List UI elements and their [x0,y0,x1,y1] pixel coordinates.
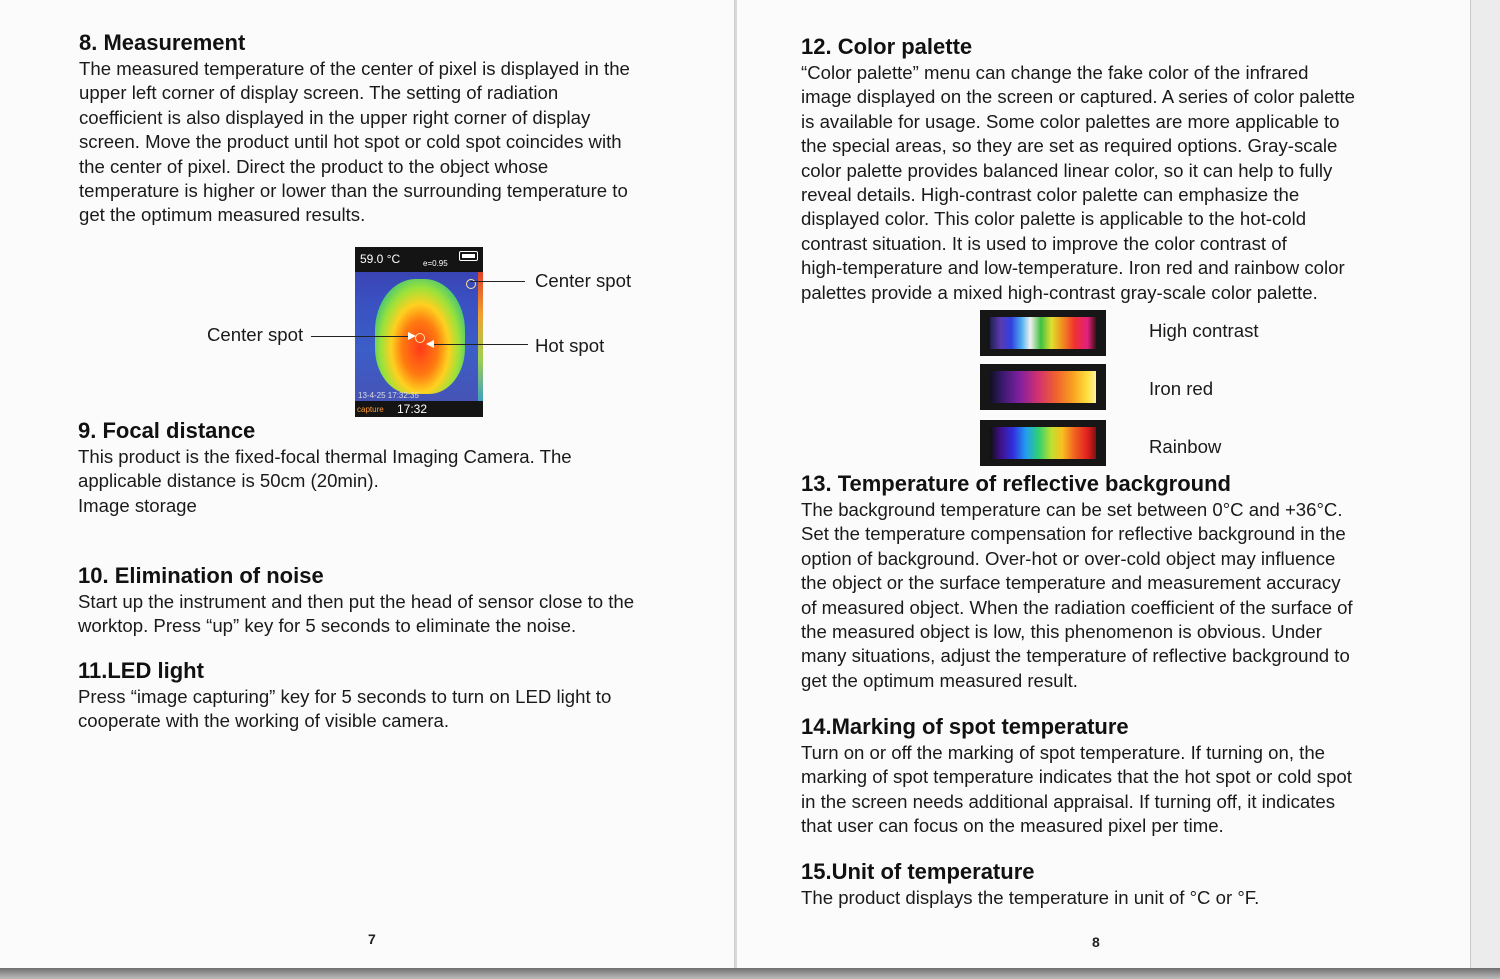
body-line: worktop. Press “up” key for 5 seconds to eliminate the noise. [78,615,577,637]
section-reflective-background [801,470,1353,693]
palette-high-contrast-swatch [980,310,1106,356]
battery-icon [459,251,478,261]
body-line: that user can focus on the measured pixel per time. [801,815,1224,837]
body-line: image displayed on the screen or captured. A series of color palette [801,86,1356,108]
section-title: 12. Color palette [801,34,973,59]
body-line: palettes provide a mixed high-contrast gray-scale color palette. [801,281,1318,303]
palette-iron-red-swatch [980,364,1106,410]
section-title: 14.Marking of spot temperature [801,714,1129,739]
body-line: high-temperature and low-temperature. Iron red and rainbow color [801,257,1345,279]
body-line: option of background. Over-hot or over-cold object may influence [801,547,1336,569]
palette-label: Iron red [1149,378,1214,399]
body-line: contrast situation. It is used to improve the color contrast of [801,232,1287,254]
body-line: Turn on or off the marking of spot temperature. If turning on, the [801,742,1326,763]
section-title: 15.Unit of temperature [801,859,1035,884]
screen-status-bar [355,247,483,272]
section-title: 10. Elimination of noise [78,563,324,588]
body-line: marking of spot temperature indicates that the hot spot or cold spot [801,766,1352,788]
clock-readout: 17:32 [397,402,428,416]
body-line: The measured temperature of the center of pixel is displayed in the [79,58,630,79]
body-line: applicable distance is 50cm (20min). [78,470,379,492]
body-line: the object or the surface temperature and measurement accuracy [801,572,1341,594]
body-line: of measured object. When the radiation coefficient of the surface of [801,596,1353,618]
capture-datetime: 13-4-25 17:32:35 [358,391,419,400]
body-line: the center of pixel. Direct the product to the object whose [79,155,549,177]
body-line: This product is the fixed-focal thermal Imaging Camera. The [78,446,572,467]
section-unit-of-temperature [801,858,1259,910]
page-number: 7 [368,931,376,947]
body-line: the special areas, so they are set as required options. Gray-scale [801,135,1338,157]
body-line: The background temperature can be set between 0°C and +36°C. [801,499,1343,520]
leader-line [470,281,525,282]
body-line: in the screen needs additional appraisal. If turning off, it indicates [801,790,1336,812]
thermal-image-screen [355,247,483,417]
capture-label: capture [357,405,384,414]
body-line: reveal details. High-contrast color palette can emphasize the [801,184,1300,206]
section-spot-temperature-marking [801,713,1352,839]
emissivity-readout: e=0.95 [423,259,448,268]
arrow-icon [426,340,434,348]
body-line: Set the temperature compensation for reflective background in the [801,523,1346,545]
screen-bottom-bar [355,401,483,417]
palette-rainbow-swatch [980,420,1106,466]
body-line: the measured object is low, this phenomenon is obvious. Under [801,621,1322,643]
body-line: screen. Move the product until hot spot or cold spot coincides with [79,131,622,153]
book-bottom-edge [0,968,1500,979]
body-line: coefficient is also displayed in the upper right corner of display [79,106,591,128]
thermal-scale-strip [478,272,483,401]
body-line: get the optimum measured results. [79,204,366,226]
body-line: Image storage [78,494,197,516]
section-title: 9. Focal distance [78,418,256,443]
section-elimination-of-noise [78,562,634,639]
page-number: 8 [1092,934,1100,950]
section-color-palette [801,33,1355,305]
body-line: displayed color. This color palette is applicable to the hot-cold [801,208,1307,230]
center-crosshair-icon [415,333,425,343]
body-line: color palette provides balanced linear color, so it can help to fully [801,159,1333,181]
body-line: The product displays the temperature in unit of °C or °F. [801,887,1260,908]
body-line: get the optimum measured result. [801,669,1078,691]
section-led-light [78,657,611,734]
palette-label: High contrast [1149,320,1259,341]
callout-hot-spot: Hot spot [535,335,605,356]
body-line: temperature is higher or lower than the surrounding temperature to [79,180,628,202]
arrow-icon [408,332,416,340]
section-title: 8. Measurement [79,30,246,55]
body-line: upper left corner of display screen. The setting of radiation [79,82,559,104]
section-measurement [79,29,630,228]
leader-line [432,344,528,345]
body-line: “Color palette” menu can change the fake color of the infrared [801,62,1309,83]
body-line: Press “image capturing” key for 5 seconds to turn on LED light to [78,686,612,707]
section-title: 11.LED light [78,658,204,683]
body-line: cooperate with the working of visible camera. [78,710,450,732]
palette-label: Rainbow [1149,436,1222,457]
body-line: is available for usage. Some color palettes are more applicable to [801,110,1340,132]
body-line: many situations, adjust the temperature of reflective background to [801,645,1350,667]
callout-center-spot-left: Center spot [207,324,304,345]
callout-center-spot: Center spot [535,270,632,291]
temperature-readout: 59.0 °C [360,252,401,266]
page-edge [1470,0,1500,968]
section-title: 13. Temperature of reflective background [801,471,1231,496]
section-focal-distance [78,417,572,518]
body-line: Start up the instrument and then put the head of sensor close to the [78,591,635,612]
leader-line [311,336,411,337]
